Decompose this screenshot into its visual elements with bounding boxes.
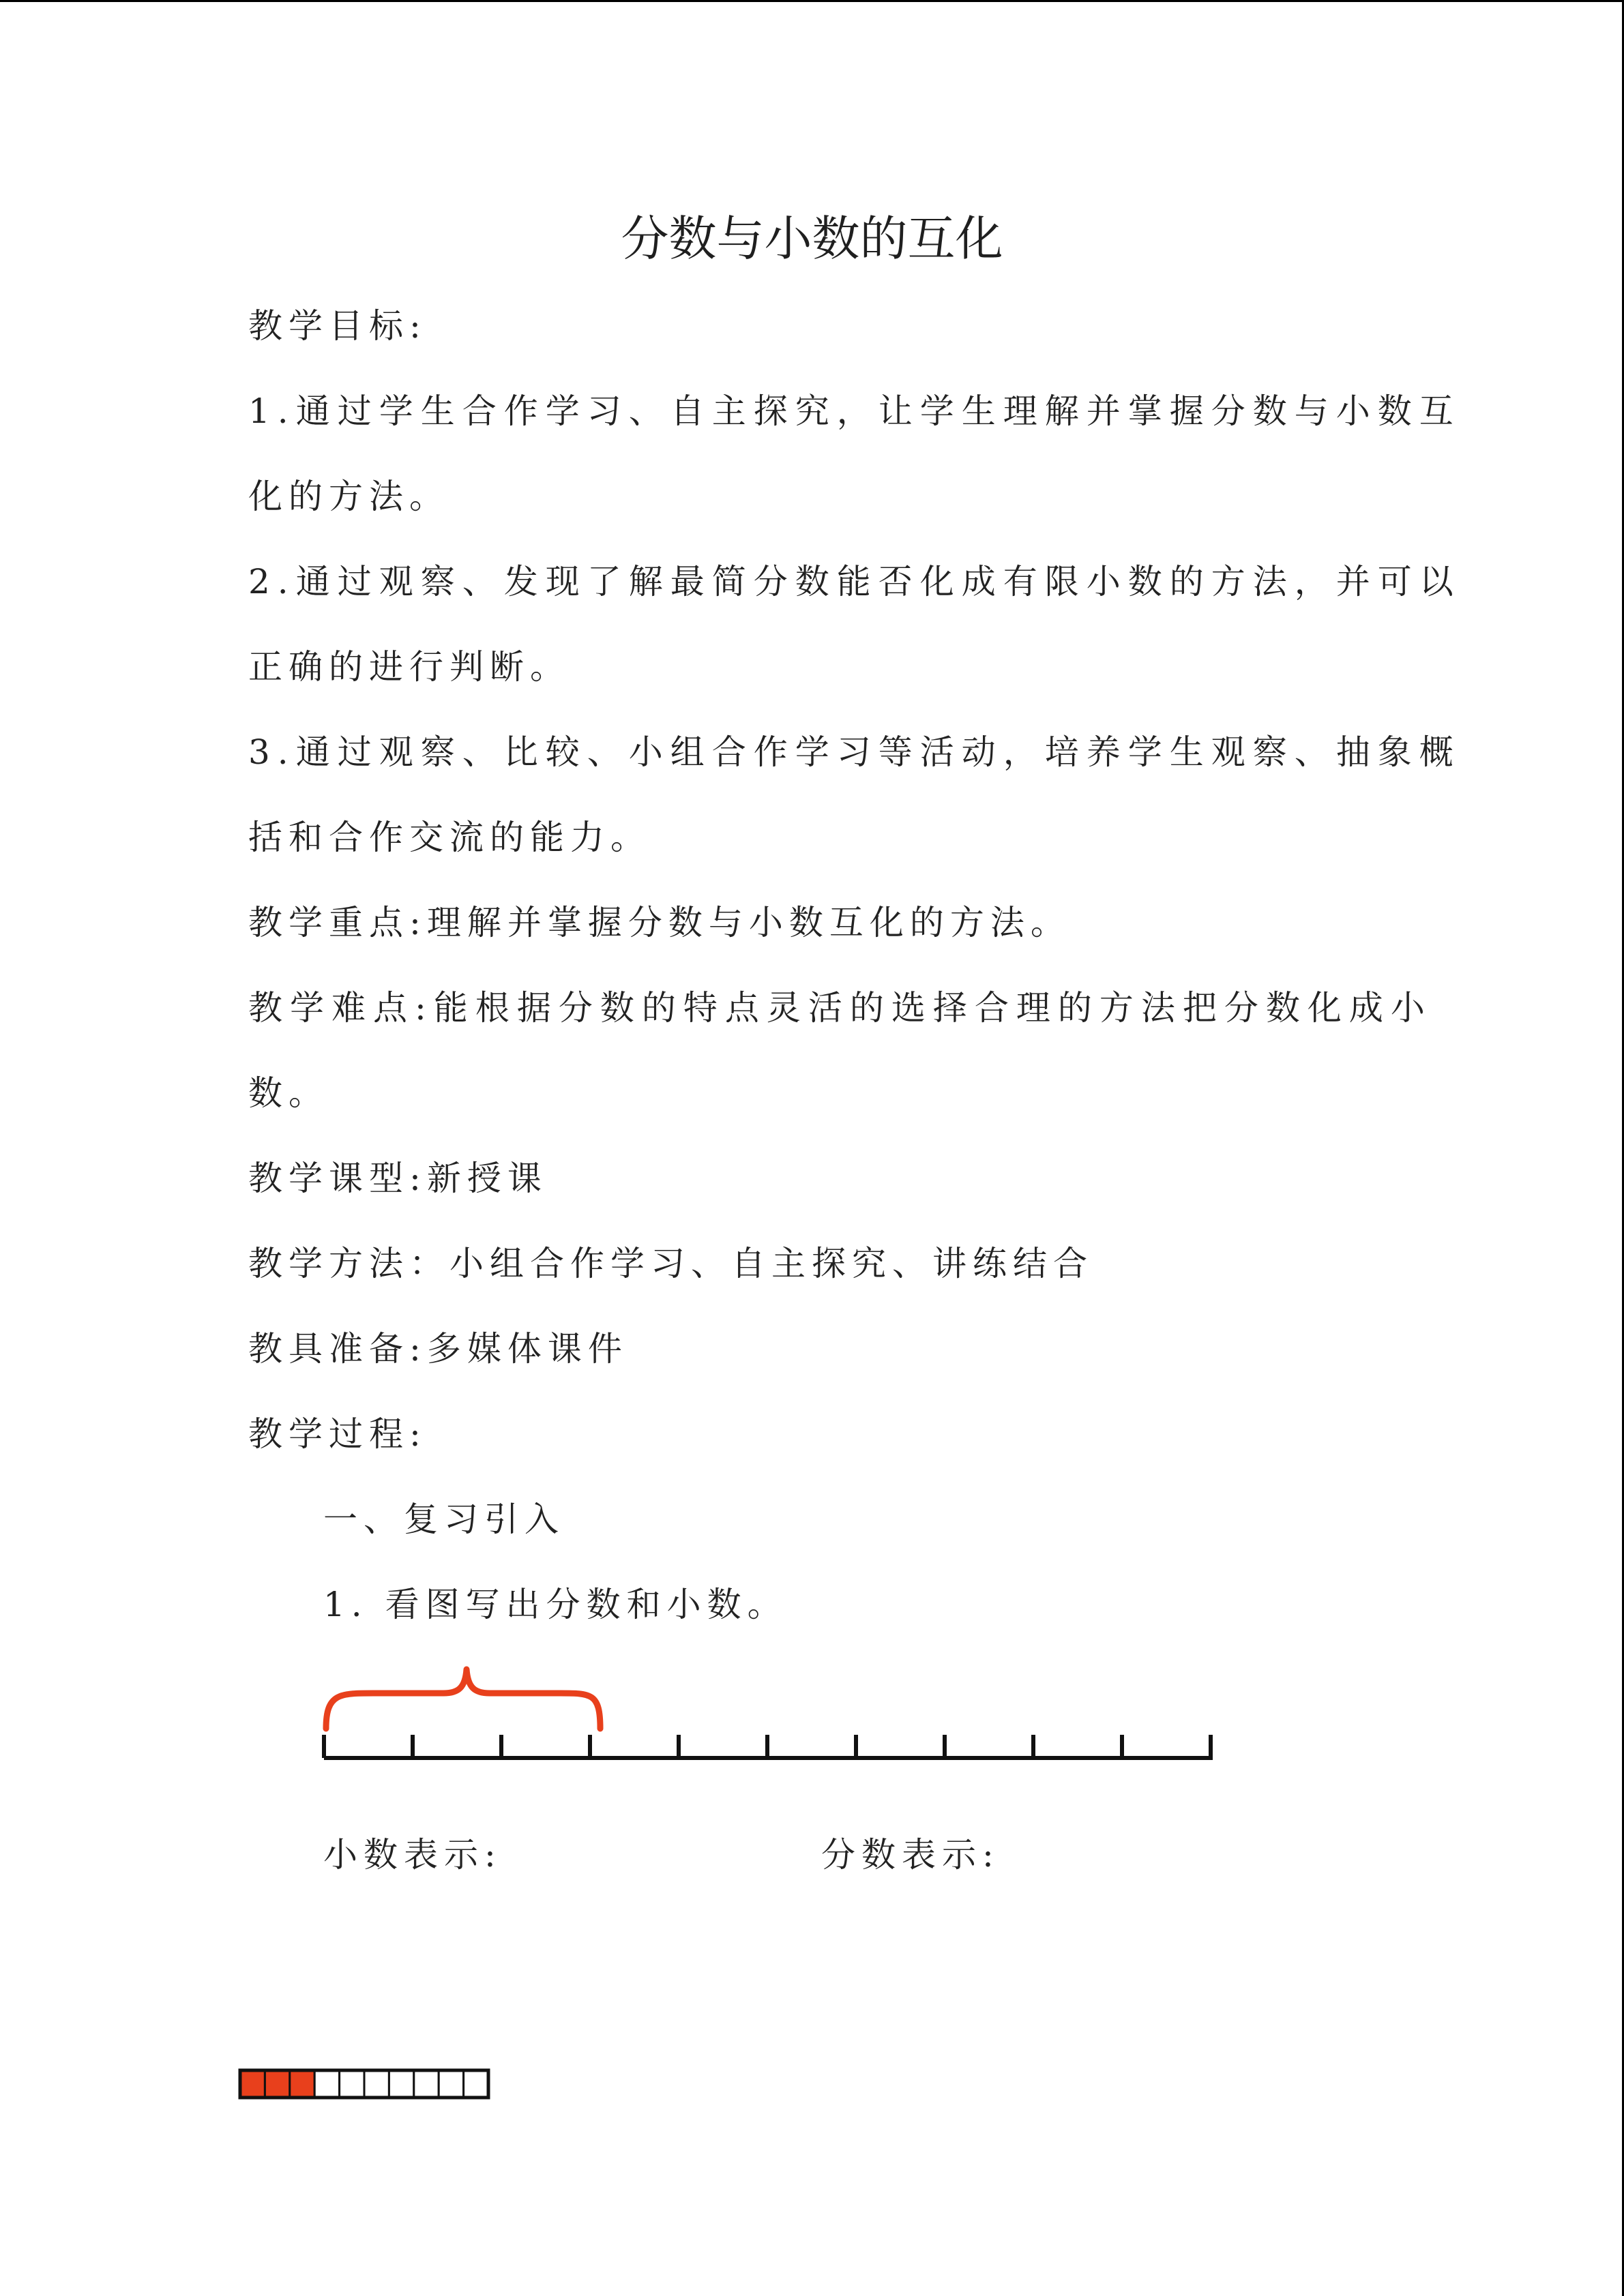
objective-3-line-1: 3.通过观察、比较、小组合作学习等活动，培养学生观察、抽象概 [248,732,1461,772]
grid-cell-empty [464,2070,488,2098]
process-heading: 教学过程: [248,1414,427,1454]
task-1: 1. 看图写出分数和小数。 [323,1585,788,1624]
objective-3-line-2: 括和合作交流的能力。 [248,818,651,857]
grid-cell-empty [364,2070,389,2098]
objective-2-line-2: 正确的进行判断。 [248,647,570,687]
grid-bar-cells [240,2070,488,2098]
difficulty-line-1: 教学难点:能根据分数的特点灵活的选择合理的方法把分数化成小 [248,988,1432,1028]
fraction-answer-label: 分数表示: [821,1835,1000,1875]
grid-cell-empty [389,2070,413,2098]
page-title: 分数与小数的互化 [621,211,1003,267]
grid-cell-empty [414,2070,439,2098]
grid-cell-empty [340,2070,364,2098]
lesson-type: 教学课型:新授课 [248,1159,548,1198]
objective-1-line-2: 化的方法。 [248,477,449,516]
grid-cell-empty [314,2070,339,2098]
grid-cell-filled [240,2070,265,2098]
key-point: 教学重点:理解并掌握分数与小数互化的方法。 [248,903,1071,942]
teaching-method: 教学方法：小组合作学习、自主探究、讲练结合 [248,1244,1093,1283]
grid-cell-filled [265,2070,289,2098]
objective-2-line-1: 2.通过观察、发现了解最简分数能否化成有限小数的方法，并可以 [248,562,1461,601]
decimal-answer-label: 小数表示: [323,1835,502,1875]
objectives-heading: 教学目标: [248,306,427,346]
grid-cell-empty [439,2070,463,2098]
teaching-tools: 教具准备:多媒体课件 [248,1329,628,1369]
section-review-intro: 一、复习引入 [323,1500,565,1539]
difficulty-line-2: 数。 [248,1073,329,1113]
objective-1-line-1: 1.通过学生合作学习、自主探究，让学生理解并掌握分数与小数互 [248,391,1461,431]
grid-cell-filled [290,2070,314,2098]
